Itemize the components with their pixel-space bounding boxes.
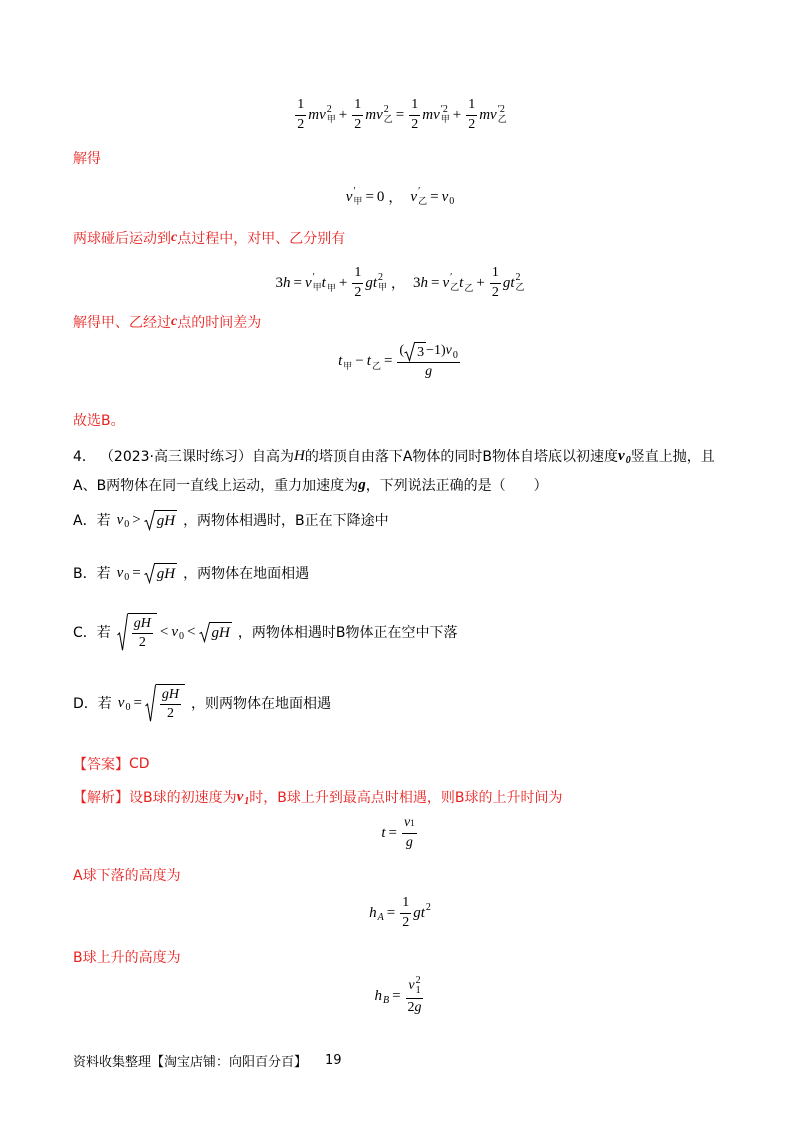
denominator: 2 (468, 116, 476, 132)
fraction-half (409, 97, 420, 132)
fraction (132, 616, 153, 651)
height-symbol: h (369, 904, 377, 921)
subscript: A (377, 911, 384, 923)
denominator: 2 (138, 635, 146, 650)
zero-value: 0 (376, 188, 385, 205)
scripts (327, 105, 336, 125)
radicand: gH (210, 622, 232, 642)
subscript: 0 (124, 571, 130, 583)
coefficient: 3 (275, 274, 283, 291)
superscript: 2 (377, 272, 383, 284)
velocity-symbol: v (171, 623, 179, 640)
velocity-symbol: v (117, 694, 125, 711)
scripts (313, 273, 322, 293)
separator: ， (391, 276, 405, 292)
velocity-symbol: v (403, 815, 411, 831)
denominator: 2 (297, 116, 305, 132)
prime-mark: ′ (418, 186, 421, 198)
gravity-symbol: g (502, 274, 511, 291)
subscript: 0 (449, 195, 455, 207)
option-b (73, 558, 309, 588)
subscript: 乙 (383, 114, 393, 125)
gravity-symbol: g (414, 999, 422, 1015)
fall-height-equation (0, 893, 800, 933)
initial-velocity-symbol: v (618, 447, 625, 464)
denominator (406, 999, 424, 1016)
subscript: 甲 (326, 114, 336, 125)
superscript: 2 (326, 104, 332, 116)
time-symbol: t (372, 274, 377, 291)
square-root (199, 622, 232, 642)
radicand (156, 684, 185, 722)
radical-sign-icon (144, 510, 155, 530)
question-text: 的塔顶自由落下A物体的同时B物体自塔底以初速度 (304, 449, 619, 465)
square-root (144, 563, 177, 583)
motion-text-after: 点过程中，对甲、乙分别有 (177, 231, 346, 247)
denominator: g (405, 834, 413, 850)
gravity-symbol: g (413, 904, 421, 921)
equals-sign: = (133, 694, 142, 711)
time-symbol: t (366, 352, 371, 369)
scripts (353, 187, 362, 207)
radicand (128, 613, 157, 651)
time-symbol: t (338, 352, 343, 369)
motion-equations (0, 263, 800, 303)
radical-sign-icon (199, 622, 210, 642)
mv-term: mv (422, 106, 440, 123)
fraction (406, 976, 424, 1016)
subscript: 甲 (343, 361, 353, 372)
time-text (73, 310, 261, 334)
equals-sign: = (431, 274, 440, 291)
numerator: 1 (490, 265, 501, 283)
analysis-label: 【解析】 (73, 790, 129, 806)
superscript: ′2 (440, 104, 448, 116)
height-symbol: h (420, 274, 428, 291)
gravity-symbol: g (358, 476, 366, 493)
equals-sign: = (383, 352, 393, 369)
subscript: 甲 (440, 114, 450, 125)
denominator: g (425, 364, 433, 379)
fraction-half (490, 265, 501, 300)
velocity-symbol: v (116, 511, 124, 528)
scripts (515, 273, 524, 293)
numerator: gH (160, 687, 181, 705)
equals-sign: = (365, 188, 374, 205)
equals-sign: = (132, 564, 141, 581)
page-footer (73, 1048, 342, 1072)
option-b-text: ，两物体在地面相遇 (183, 566, 310, 582)
velocity-symbol: v (304, 274, 312, 291)
numerator: 1 (352, 265, 363, 283)
radical-sign-icon (144, 563, 155, 583)
square-root (144, 510, 177, 530)
question-text: ，下列说法正确的是（ ） (365, 478, 548, 494)
conclusion (73, 408, 125, 432)
scripts (450, 273, 459, 293)
coefficient: 3 (413, 274, 421, 291)
square-root (404, 342, 426, 361)
time-symbol: t (420, 904, 425, 921)
fraction-half (295, 97, 306, 132)
mv-term: mv (365, 106, 383, 123)
equals-sign: = (395, 106, 405, 123)
point-label: c (171, 230, 178, 245)
question-line-2 (73, 473, 548, 497)
subscript: 0 (625, 454, 631, 466)
fraction (160, 687, 181, 722)
minus-sign: − (355, 352, 364, 369)
separator: ， (388, 190, 403, 206)
answer (73, 752, 150, 776)
velocity-symbol: v (410, 188, 418, 205)
option-a-label: A．若 (73, 513, 111, 529)
denominator: 2 (354, 116, 362, 132)
subscript: 乙 (497, 114, 507, 125)
option-c-text: ，两物体相遇时B物体正在空中下落 (237, 625, 458, 641)
denominator: 2 (354, 284, 362, 300)
mv-term: mv (308, 106, 326, 123)
superscript: 2 (515, 272, 521, 284)
question-number: 4． (73, 449, 96, 465)
velocity-symbol: v (441, 188, 449, 205)
rise-time-equation (0, 813, 800, 853)
prime-mark: ′ (353, 186, 356, 198)
height-symbol: h (374, 987, 382, 1004)
subscript: 0 (125, 701, 131, 713)
fall-height-label: A球下落的高度为 (73, 868, 181, 884)
rise-height-label: B球上升的高度为 (73, 950, 181, 966)
question-line-1 (73, 444, 715, 468)
subscript: 0 (179, 630, 185, 642)
numerator (397, 342, 459, 363)
radicand: gH (155, 563, 177, 583)
answer-label: 【答案】 (73, 757, 129, 773)
subscript: 1 (415, 985, 421, 997)
option-c-label: C．若 (73, 625, 111, 641)
square-root (145, 684, 185, 722)
time-difference-equation (0, 341, 800, 381)
time-symbol: t (381, 824, 386, 841)
denominator: 2 (411, 116, 419, 132)
motion-text (73, 226, 345, 250)
energy-conservation-equation (0, 95, 800, 135)
denominator: 2 (491, 284, 499, 300)
rise-height-text (73, 945, 181, 969)
radicand: 3 (415, 342, 426, 361)
option-d-label: D．若 (73, 696, 112, 712)
analysis (73, 785, 563, 809)
scripts (418, 187, 427, 207)
conclusion-text: 故选B。 (73, 413, 125, 429)
denominator: 2 (402, 914, 410, 930)
rise-height-equation (0, 976, 800, 1016)
equals-sign: = (388, 824, 397, 841)
fraction-half (352, 265, 363, 300)
superscript: 2 (415, 974, 421, 986)
plus-sign: + (338, 274, 348, 291)
option-d (73, 678, 331, 728)
velocity-symbol: v (442, 274, 450, 291)
scripts (378, 273, 387, 293)
velocity-symbol: v (345, 188, 353, 205)
numerator (402, 815, 417, 833)
superscript: ′2 (497, 104, 505, 116)
option-b-condition (117, 563, 177, 583)
velocity-symbol: v (445, 343, 452, 359)
time-symbol: t (459, 274, 464, 291)
footer-text: 资料收集整理【淘宝店铺：向阳百分百】 (73, 1054, 308, 1070)
analysis-text: 设B球的初速度为 (129, 790, 237, 806)
scripts (441, 105, 450, 125)
superscript: 2 (425, 901, 431, 913)
option-b-label: B．若 (73, 566, 111, 582)
option-a-text: ，两物体相遇时，B正在下降途中 (183, 513, 389, 529)
analysis-text: 时，B球上升到最高点时相遇，则B球的上升时间为 (249, 790, 563, 806)
close-part: −1) (426, 343, 446, 359)
motion-text-before: 两球碰后运动到 (73, 231, 171, 247)
page-number: 19 (325, 1052, 342, 1068)
velocity-symbol: v (408, 978, 415, 994)
equals-sign: = (430, 188, 439, 205)
subscript: 0 (452, 349, 458, 361)
numerator (406, 976, 422, 999)
height-symbol: h (283, 274, 291, 291)
option-c (73, 607, 457, 657)
subscript: 乙 (450, 282, 460, 293)
option-d-condition (118, 684, 185, 722)
velocity-result-equation (0, 182, 800, 212)
time-text-after: 点的时间差为 (177, 315, 262, 331)
option-a-condition (117, 510, 177, 530)
numerator: 1 (466, 97, 477, 115)
subscript: 乙 (371, 361, 381, 372)
equals-sign: = (386, 904, 396, 921)
numerator: 1 (295, 97, 306, 115)
subscript: 乙 (464, 283, 474, 294)
answer-value: CD (129, 756, 150, 772)
option-a (73, 505, 389, 535)
scripts (498, 105, 507, 125)
fraction (402, 815, 417, 850)
plus-sign: + (452, 106, 462, 123)
radical-sign-icon (117, 613, 128, 651)
time-text-before: 解得甲、乙经过 (73, 315, 171, 331)
fall-height-text (73, 863, 181, 887)
subscript: 0 (124, 518, 130, 530)
greater-than-sign: > (132, 511, 141, 528)
subscript: 乙 (515, 282, 525, 293)
plus-sign: + (476, 274, 485, 291)
velocity-symbol: v (116, 564, 124, 581)
subscript: 甲 (326, 283, 336, 294)
radical-sign-icon (404, 342, 415, 361)
scripts (384, 105, 393, 125)
scripts (416, 976, 421, 997)
gravity-symbol: g (365, 274, 373, 291)
square-root (117, 613, 157, 651)
fraction-half (466, 97, 477, 132)
solve-label (73, 146, 101, 170)
question-text: （2023·高三课时练习）自高为 (99, 449, 295, 465)
tower-height-symbol: H (294, 447, 305, 464)
option-d-text: ，则两物体在地面相遇 (191, 696, 332, 712)
solve-text: 解得 (73, 151, 101, 167)
question-text: A、B两物体在同一直线上运动，重力加速度为 (73, 478, 359, 494)
point-label: c (171, 314, 178, 329)
radical-sign-icon (145, 684, 156, 722)
fraction-half (352, 97, 363, 132)
numerator: 1 (409, 97, 420, 115)
subscript: 乙 (418, 196, 428, 207)
equals-sign: = (293, 274, 302, 291)
prime-mark: ′ (450, 272, 453, 284)
fraction (397, 342, 459, 380)
prime-mark: ′ (312, 272, 315, 284)
subscript: 1 (244, 795, 250, 807)
denominator: 2 (166, 706, 174, 721)
plus-sign: + (338, 106, 348, 123)
numerator: 1 (352, 97, 363, 115)
subscript: 甲 (377, 282, 387, 293)
numerator: gH (132, 616, 153, 634)
denominator-coefficient: 2 (407, 999, 415, 1015)
mv-term: mv (479, 106, 497, 123)
radicand: gH (155, 510, 177, 530)
velocity-symbol: v (236, 788, 244, 805)
subscript: 1 (410, 818, 415, 829)
equals-sign: = (392, 987, 401, 1004)
less-than-sign: < (187, 623, 196, 640)
question-text: 竖直上抛，且 (630, 449, 715, 465)
subscript: 甲 (353, 196, 363, 207)
fraction-half (400, 895, 411, 930)
superscript: 2 (383, 104, 389, 116)
open-paren: ( (399, 343, 405, 359)
time-symbol: t (321, 274, 326, 291)
time-symbol: t (510, 274, 515, 291)
less-than-sign: < (159, 623, 169, 640)
option-c-condition (117, 613, 232, 651)
numerator: 1 (400, 895, 411, 913)
subscript: 甲 (312, 282, 322, 293)
subscript: B (382, 994, 390, 1006)
